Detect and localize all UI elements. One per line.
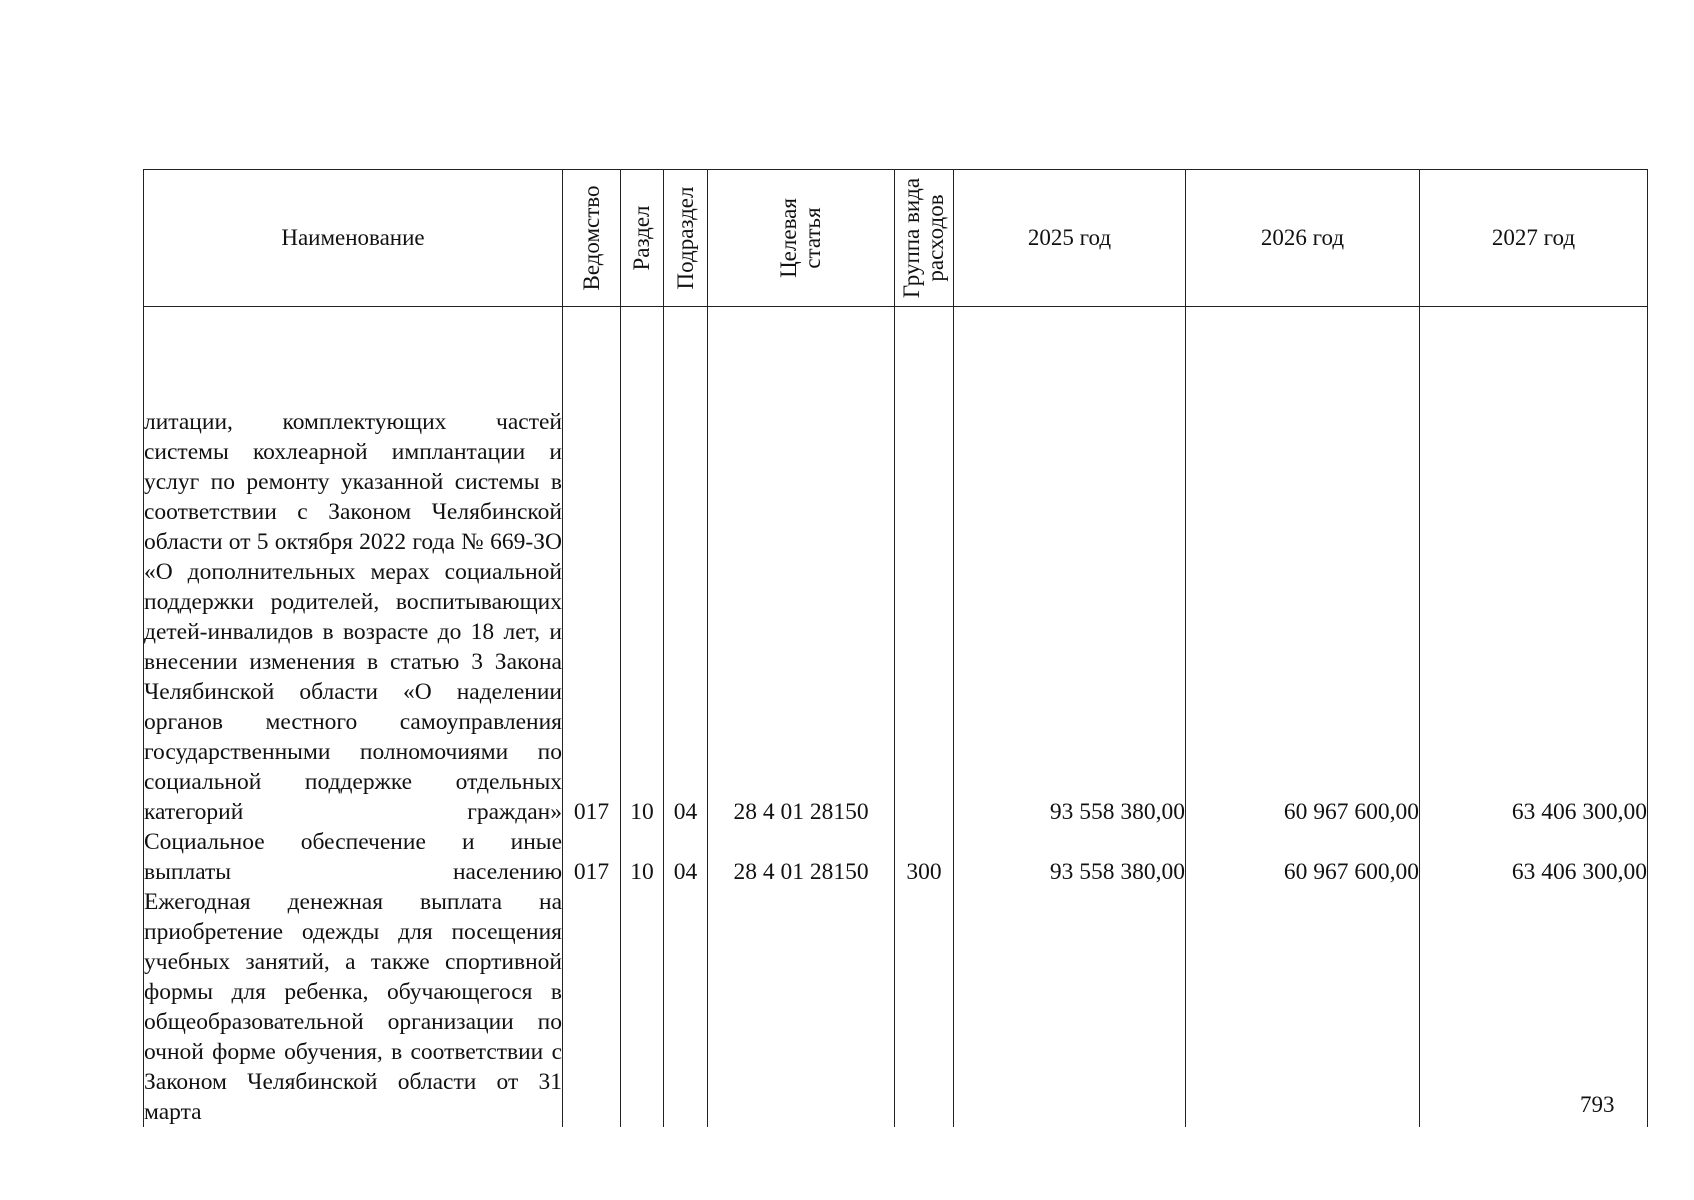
budget-table [143, 169, 1648, 1127]
row-target-article: 28 4 01 28150 [708, 307, 895, 828]
row-target-article: 28 4 01 28150 [708, 827, 895, 887]
row-subsection: 04 [664, 307, 708, 828]
row-department: 017 [563, 827, 621, 887]
row-amount-2027: 63 406 300,00 [1420, 827, 1648, 887]
header-year-2027-label: 2027 год [1491, 225, 1576, 250]
header-section [621, 170, 664, 307]
row-amount-2025: 93 558 380,00 [954, 307, 1186, 828]
row-name: литации, комплектующих частей системы кохлеарной имплантации и услуг по ремонту указанной системы в соответствии с Законом Челябинской области от 5 октября 2022 года № 669-ЗО «О дополнительных мерах социальной поддержки родителей, воспитывающих детей-инвалидов в возрасте до 18 лет, и внесении изменения в статью 3 Закона Челябинской области «О наделении органов местного самоуправления государственными полномочиями по социальной поддержке отдельных категорий граждан» [144, 307, 563, 828]
header-department-label: Ведомство [578, 185, 604, 291]
row-amount-2025: 93 558 380,00 [954, 827, 1186, 887]
header-target-article [708, 170, 895, 307]
header-expense-group-line2: расходов [923, 194, 948, 282]
row-department: 017 [563, 307, 621, 828]
header-expense-group [895, 170, 954, 307]
page-number: 793 [1580, 1092, 1615, 1117]
header-expense-group-line1: Группа вида [899, 177, 924, 299]
header-name-label: Наименование [281, 225, 425, 250]
header-expense-group-label [900, 178, 948, 298]
header-year-2026 [1186, 170, 1420, 307]
row-name: Ежегодная денежная выплата на приобретение одежды для посещения учебных занятий, а также спортивной формы для ребенка, обучающегося в общеобразовательной организации по очной форме обучения, в соответствии с Законом Челябинской области от 31 марта [144, 889, 562, 1125]
table-row [144, 827, 1648, 887]
row-expense-group [895, 887, 954, 1127]
row-amount-2027: 63 406 300,00 [1420, 307, 1648, 828]
row-section: 10 [621, 827, 664, 887]
header-year-2025 [954, 170, 1186, 307]
row-target-article [708, 887, 895, 1127]
header-section-label: Раздел [629, 205, 654, 271]
header-year-2025-label: 2025 год [1027, 225, 1112, 250]
row-department [563, 887, 621, 1127]
header-subsection [664, 170, 708, 307]
row-expense-group [895, 307, 954, 828]
header-subsection-label: Подраздел [672, 186, 698, 290]
table-header-row [144, 170, 1648, 307]
row-amount-2026: 60 967 600,00 [1186, 307, 1420, 828]
header-name [144, 170, 563, 307]
row-amount-2025 [954, 887, 1186, 1127]
header-target-article-line1: Целевая [776, 198, 801, 278]
row-amount-2026 [1186, 887, 1420, 1127]
row-section [621, 887, 664, 1127]
header-year-2026-label: 2026 год [1260, 225, 1345, 250]
row-expense-group: 300 [895, 827, 954, 887]
row-amount-2026: 60 967 600,00 [1186, 827, 1420, 887]
row-name: Социальное обеспечение и иные выплаты населению [144, 829, 562, 885]
row-amount-2027 [1420, 887, 1648, 1127]
row-subsection [664, 887, 708, 1127]
header-target-article-line2: статья [800, 207, 825, 269]
header-year-2027 [1420, 170, 1648, 307]
header-target-article-label [777, 198, 825, 278]
table-row [144, 887, 1648, 1127]
row-section: 10 [621, 307, 664, 828]
table-row [144, 307, 1648, 828]
header-department [563, 170, 621, 307]
row-subsection: 04 [664, 827, 708, 887]
